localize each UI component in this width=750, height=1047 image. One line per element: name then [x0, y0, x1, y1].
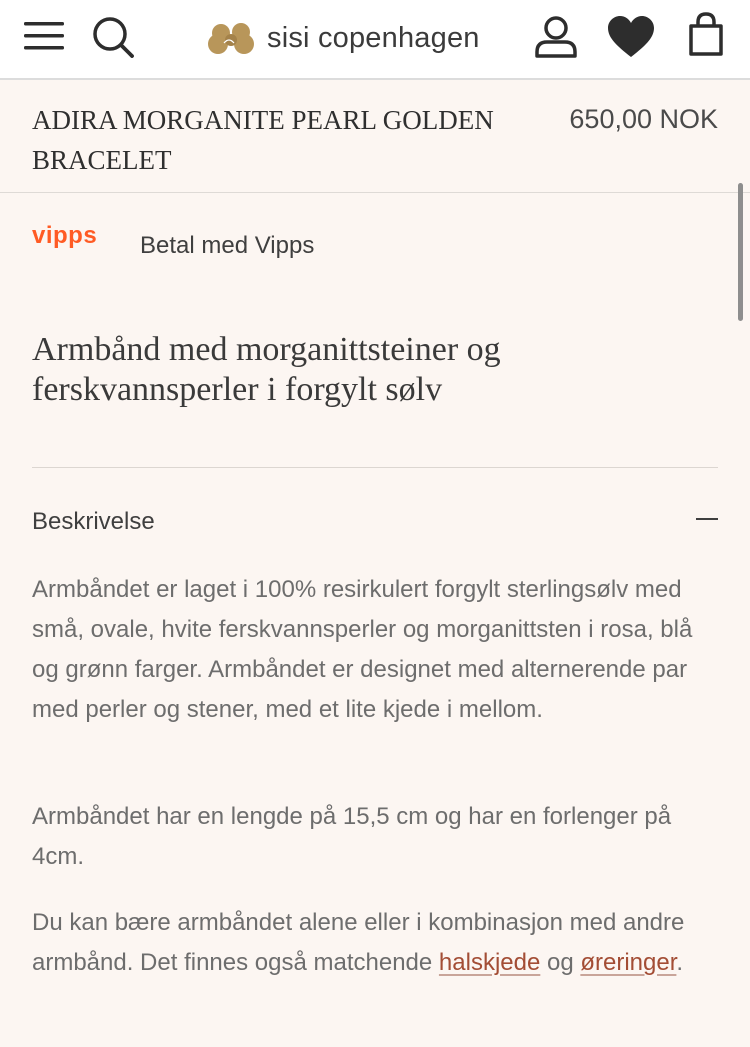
product-price: 650,00 NOK [569, 104, 718, 134]
paragraph-3-text-start: Du kan bære armbåndet alene eller i kombinasjon med andre armbånd. Det finnes også matchende [32, 909, 685, 976]
vipps-logo: vipps [32, 222, 98, 249]
menu-icon[interactable] [24, 21, 64, 51]
brand-name: sisi copenhagen [267, 21, 480, 54]
scrollbar[interactable] [738, 183, 743, 321]
collapse-minus-icon[interactable] [696, 518, 718, 520]
clover-logo-icon [207, 21, 257, 55]
product-name: ADIRA MORGANITE PEARL GOLDEN BRACELET [32, 105, 494, 175]
sticky-product-bar [0, 80, 750, 193]
paragraph-3-text-end: . [676, 949, 684, 976]
wishlist-heart-icon[interactable] [607, 16, 655, 58]
description-paragraph-2: Armbåndet har en lengde på 15,5 cm og har en forlenger på 4cm. [32, 803, 672, 870]
necklace-link[interactable]: halskjede [438, 949, 541, 976]
description-paragraph-3 [32, 903, 718, 983]
cart-bag-icon[interactable] [688, 12, 724, 56]
description-paragraph-1: Armbåndet er laget i 100% resirkulert forgylt sterlingsølv med små, ovale, hvite ferskvannsperler og morganittsten i rosa, blå og grønn farger. Armbåndet er designet med alternerende par med perler og stener, med et lite kjede i mellom. [32, 576, 693, 723]
brand-logo[interactable] [207, 18, 480, 58]
paragraph-3-text-middle: og [540, 949, 581, 976]
accordion-title-description[interactable]: Beskrivelse [32, 508, 155, 535]
account-icon[interactable] [534, 14, 578, 58]
search-icon[interactable] [92, 16, 134, 58]
top-navigation [0, 0, 750, 80]
product-subtitle: Armbånd med morganittsteiner og ferskvannsperler i forgylt sølv [32, 331, 501, 408]
earrings-link[interactable]: øreringer [580, 949, 677, 976]
vipps-label: Betal med Vipps [140, 232, 315, 259]
divider [32, 467, 718, 468]
